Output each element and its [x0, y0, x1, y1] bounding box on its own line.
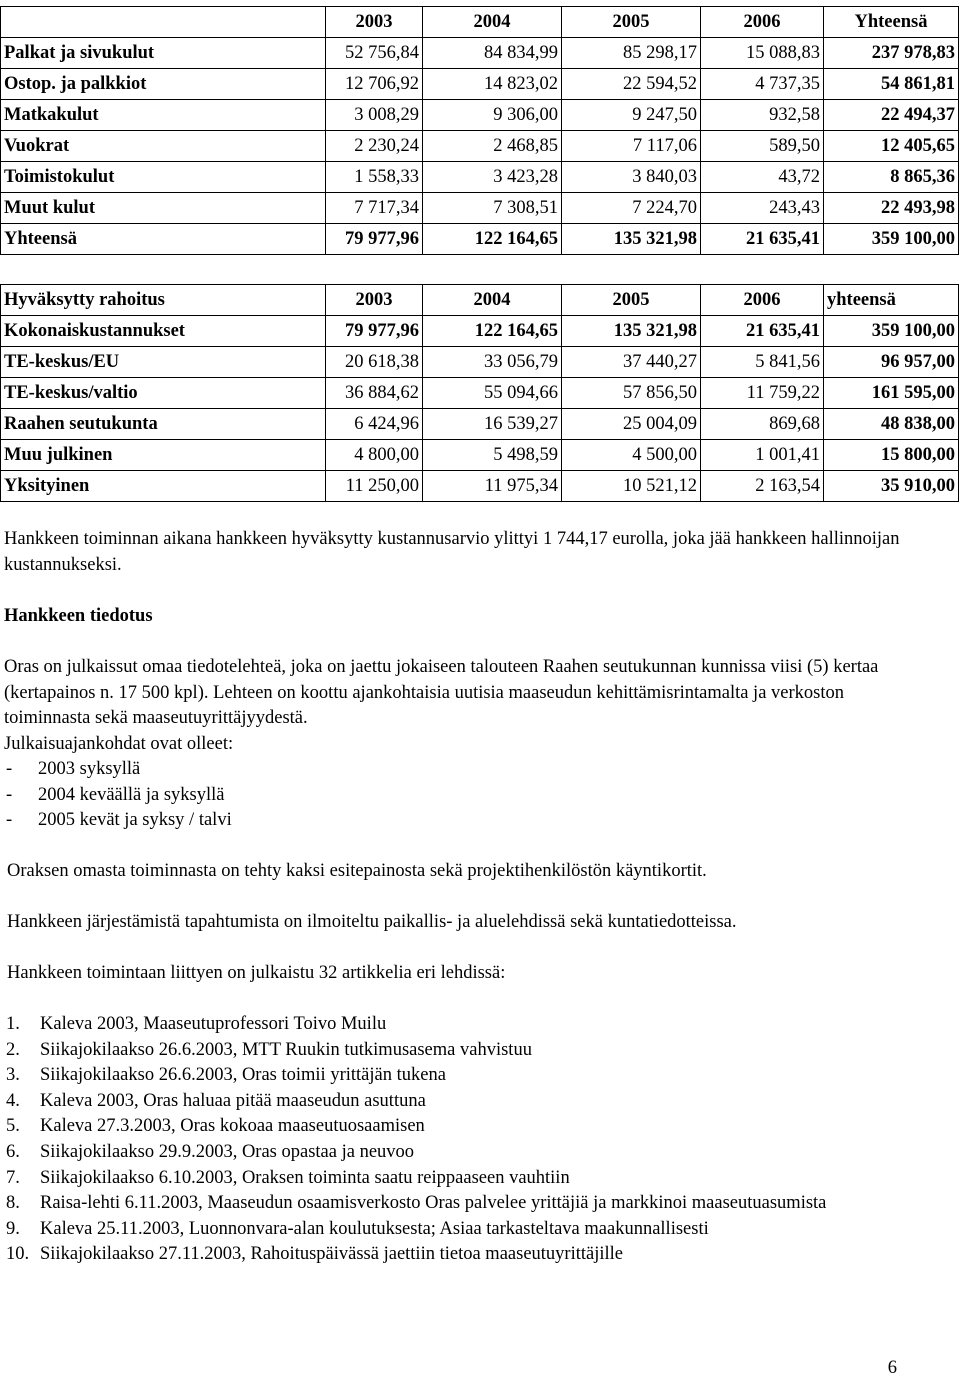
list-item — [6, 1012, 906, 1038]
cell: 12 706,92 — [326, 69, 423, 100]
list-number: 2. — [6, 1039, 20, 1060]
list-number: 3. — [6, 1065, 20, 1086]
cell: 57 856,50 — [562, 378, 701, 409]
table-row — [1, 131, 959, 162]
table-row — [1, 378, 959, 409]
list-number: 7. — [6, 1167, 20, 1188]
cell: 6 424,96 — [326, 409, 423, 440]
cell: 7 717,34 — [326, 193, 423, 224]
header-cell: 2004 — [423, 7, 562, 38]
date-text: 2003 syksyllä — [38, 759, 141, 779]
cell: 135 321,98 — [562, 224, 701, 255]
row-total: 237 978,83 — [824, 38, 959, 69]
list-item — [6, 1089, 906, 1115]
list-text: Raisa-lehti 6.11.2003, Maaseudun osaamisverkosto Oras palvelee yrittäjiä ja markkinoi maaseutuasumista — [40, 1193, 827, 1214]
cell: 122 164,65 — [423, 224, 562, 255]
list-text: Siikajokilaakso 26.6.2003, MTT Ruukin tutkimusasema vahvistuu — [40, 1039, 532, 1060]
cell: 589,50 — [701, 131, 824, 162]
list-item — [6, 1063, 906, 1089]
list-number: 5. — [6, 1116, 20, 1137]
cell: 5 841,56 — [701, 347, 824, 378]
cell: 25 004,09 — [562, 409, 701, 440]
cell: 1 558,33 — [326, 162, 423, 193]
cell: 2 163,54 — [701, 471, 824, 502]
funding-table — [0, 284, 959, 502]
cell: 9 247,50 — [562, 100, 701, 131]
list-text: Kaleva 2003, Oras haluaa pitää maaseudun asuttuna — [40, 1090, 426, 1111]
header-cell — [1, 7, 326, 38]
table-row — [1, 471, 959, 502]
header-cell: Yhteensä — [824, 7, 959, 38]
cell: 2 230,24 — [326, 131, 423, 162]
table-row — [1, 347, 959, 378]
section-heading: Hankkeen tiedotus — [4, 606, 153, 626]
header-cell: 2005 — [562, 7, 701, 38]
list-text: Kaleva 25.11.2003, Luonnonvara-alan koulutuksesta; Asiaa tarkasteltava maakunnallisesti — [40, 1218, 709, 1239]
row-total: 54 861,81 — [824, 69, 959, 100]
table-row — [1, 100, 959, 131]
table-row — [1, 440, 959, 471]
cell: 11 975,34 — [423, 471, 562, 502]
cell: 43,72 — [701, 162, 824, 193]
row-label: Ostop. ja palkkiot — [1, 69, 326, 100]
cell: 9 306,00 — [423, 100, 562, 131]
header-cell: 2003 — [326, 7, 423, 38]
cell: 11 250,00 — [326, 471, 423, 502]
list-number: 8. — [6, 1193, 20, 1214]
row-total: 22 493,98 — [824, 193, 959, 224]
row-label: Palkat ja sivukulut — [1, 38, 326, 69]
row-label: Kokonaiskustannukset — [1, 316, 326, 347]
header-cell: 2003 — [326, 285, 423, 316]
row-total: 96 957,00 — [824, 347, 959, 378]
cell: 869,68 — [701, 409, 824, 440]
row-label: Muu julkinen — [1, 440, 326, 471]
row-total: 15 800,00 — [824, 440, 959, 471]
table-row — [1, 316, 959, 347]
cell: 10 521,12 — [562, 471, 701, 502]
costs-header-row — [1, 7, 959, 38]
list-item — [6, 1166, 906, 1192]
cell: 15 088,83 — [701, 38, 824, 69]
cell: 243,43 — [701, 193, 824, 224]
cell: 4 737,35 — [701, 69, 824, 100]
cell: 79 977,96 — [326, 316, 423, 347]
cell: 122 164,65 — [423, 316, 562, 347]
row-label: Yhteensä — [1, 224, 326, 255]
cell: 4 500,00 — [562, 440, 701, 471]
cell: 52 756,84 — [326, 38, 423, 69]
cell: 33 056,79 — [423, 347, 562, 378]
paragraph-articles-intro: Hankkeen toimintaan liittyen on julkaistu 32 artikkelia eri lehdissä: — [7, 963, 506, 983]
list-number: 10. — [6, 1244, 30, 1265]
list-text: Siikajokilaakso 27.11.2003, Rahoituspäivässä jaettiin tietoa maaseutuyrittäjille — [40, 1244, 623, 1265]
cell: 11 759,22 — [701, 378, 824, 409]
date-text: 2004 keväällä ja syksyllä — [38, 785, 225, 805]
cell: 37 440,27 — [562, 347, 701, 378]
costs-table — [0, 6, 959, 255]
date-text: 2005 kevät ja syksy / talvi — [38, 810, 232, 830]
row-total: 35 910,00 — [824, 471, 959, 502]
row-total: 359 100,00 — [824, 316, 959, 347]
cell: 55 094,66 — [423, 378, 562, 409]
row-total: 22 494,37 — [824, 100, 959, 131]
cell: 7 308,51 — [423, 193, 562, 224]
cell: 22 594,52 — [562, 69, 701, 100]
list-number: 6. — [6, 1141, 20, 1162]
paragraph-newsletter: Oras on julkaissut omaa tiedotelehteä, joka on jaettu jokaiseen talouteen Raahen seutukunnan kunnissa viisi (5) kertaa (kertapainos n. 17 500 kpl). Lehteen on koottu ajankohtaisia uutisia maaseudun kehittämisrintamalta ja verkoston toiminnasta sekä maaseutuyrittäjyydestä. — [4, 657, 879, 728]
row-total: 48 838,00 — [824, 409, 959, 440]
list-item — [6, 1242, 906, 1268]
cell: 3 008,29 — [326, 100, 423, 131]
list-text: Siikajokilaakso 29.9.2003, Oras opastaa ja neuvoo — [40, 1141, 415, 1162]
date-list-item: - 2005 kevät ja syksy / talvi — [6, 810, 232, 830]
total-row — [1, 224, 959, 255]
cell: 5 498,59 — [423, 440, 562, 471]
table-row — [1, 69, 959, 100]
header-cell: 2006 — [701, 7, 824, 38]
paragraph-dates-intro: Julkaisuajankohdat ovat olleet: — [4, 734, 234, 754]
page-number: 6 — [887, 1358, 897, 1378]
cell: 21 635,41 — [701, 316, 824, 347]
row-total: 359 100,00 — [824, 224, 959, 255]
header-cell: 2004 — [423, 285, 562, 316]
table-row — [1, 38, 959, 69]
cell: 4 800,00 — [326, 440, 423, 471]
row-label: Raahen seutukunta — [1, 409, 326, 440]
list-item — [6, 1140, 906, 1166]
cell: 79 977,96 — [326, 224, 423, 255]
cell: 20 618,38 — [326, 347, 423, 378]
cell: 3 840,03 — [562, 162, 701, 193]
row-label: Yksityinen — [1, 471, 326, 502]
row-label: TE-keskus/valtio — [1, 378, 326, 409]
list-item — [6, 1038, 906, 1064]
list-text: Siikajokilaakso 6.10.2003, Oraksen toiminta saatu reippaaseen vauhtiin — [40, 1167, 570, 1188]
budget-note: Hankkeen toiminnan aikana hankkeen hyväksytty kustannusarvio ylittyi 1 744,17 eurolla, joka jää hankkeen hallinnoijan kustannukseksi. — [4, 529, 900, 575]
header-cell: 2005 — [562, 285, 701, 316]
table-row — [1, 162, 959, 193]
list-number: 1. — [6, 1014, 20, 1034]
cell: 7 117,06 — [562, 131, 701, 162]
table-row — [1, 193, 959, 224]
paragraph-events: Hankkeen järjestämistä tapahtumista on ilmoiteltu paikallis- ja aluelehdissä sekä kuntatiedotteissa. — [7, 912, 737, 932]
list-text: Kaleva 27.3.2003, Oras kokoaa maaseutuosaamisen — [40, 1116, 425, 1137]
row-label: TE-keskus/EU — [1, 347, 326, 378]
row-label: Matkakulut — [1, 100, 326, 131]
list-number: 9. — [6, 1218, 20, 1239]
cell: 21 635,41 — [701, 224, 824, 255]
row-total: 12 405,65 — [824, 131, 959, 162]
cell: 84 834,99 — [423, 38, 562, 69]
list-item — [6, 1191, 906, 1217]
list-number: 4. — [6, 1090, 20, 1111]
paragraph-brochures: Oraksen omasta toiminnasta on tehty kaksi esitepainosta sekä projektihenkilöstön käyntikortit. — [7, 861, 707, 881]
row-label: Toimistokulut — [1, 162, 326, 193]
row-total: 161 595,00 — [824, 378, 959, 409]
list-text: Siikajokilaakso 26.6.2003, Oras toimii yrittäjän tukena — [40, 1065, 446, 1086]
row-label: Vuokrat — [1, 131, 326, 162]
cell: 36 884,62 — [326, 378, 423, 409]
row-total: 8 865,36 — [824, 162, 959, 193]
cell: 7 224,70 — [562, 193, 701, 224]
cell: 932,58 — [701, 100, 824, 131]
cell: 135 321,98 — [562, 316, 701, 347]
cell: 85 298,17 — [562, 38, 701, 69]
cell: 2 468,85 — [423, 131, 562, 162]
list-item — [6, 1114, 906, 1140]
cell: 1 001,41 — [701, 440, 824, 471]
date-list-item: - 2004 keväällä ja syksyllä — [6, 785, 225, 805]
cell: 14 823,02 — [423, 69, 562, 100]
row-label: Muut kulut — [1, 193, 326, 224]
date-list-item: - 2003 syksyllä — [6, 759, 141, 779]
table-row — [1, 409, 959, 440]
funding-header-row — [1, 285, 959, 316]
header-cell: Hyväksytty rahoitus — [1, 285, 326, 316]
header-cell: yhteensä — [824, 285, 959, 316]
cell: 3 423,28 — [423, 162, 562, 193]
article-list — [6, 1012, 906, 1268]
header-cell: 2006 — [701, 285, 824, 316]
cell: 16 539,27 — [423, 409, 562, 440]
list-text: Kaleva 2003, Maaseutuprofessori Toivo Muilu — [40, 1014, 387, 1034]
list-item — [6, 1217, 906, 1243]
